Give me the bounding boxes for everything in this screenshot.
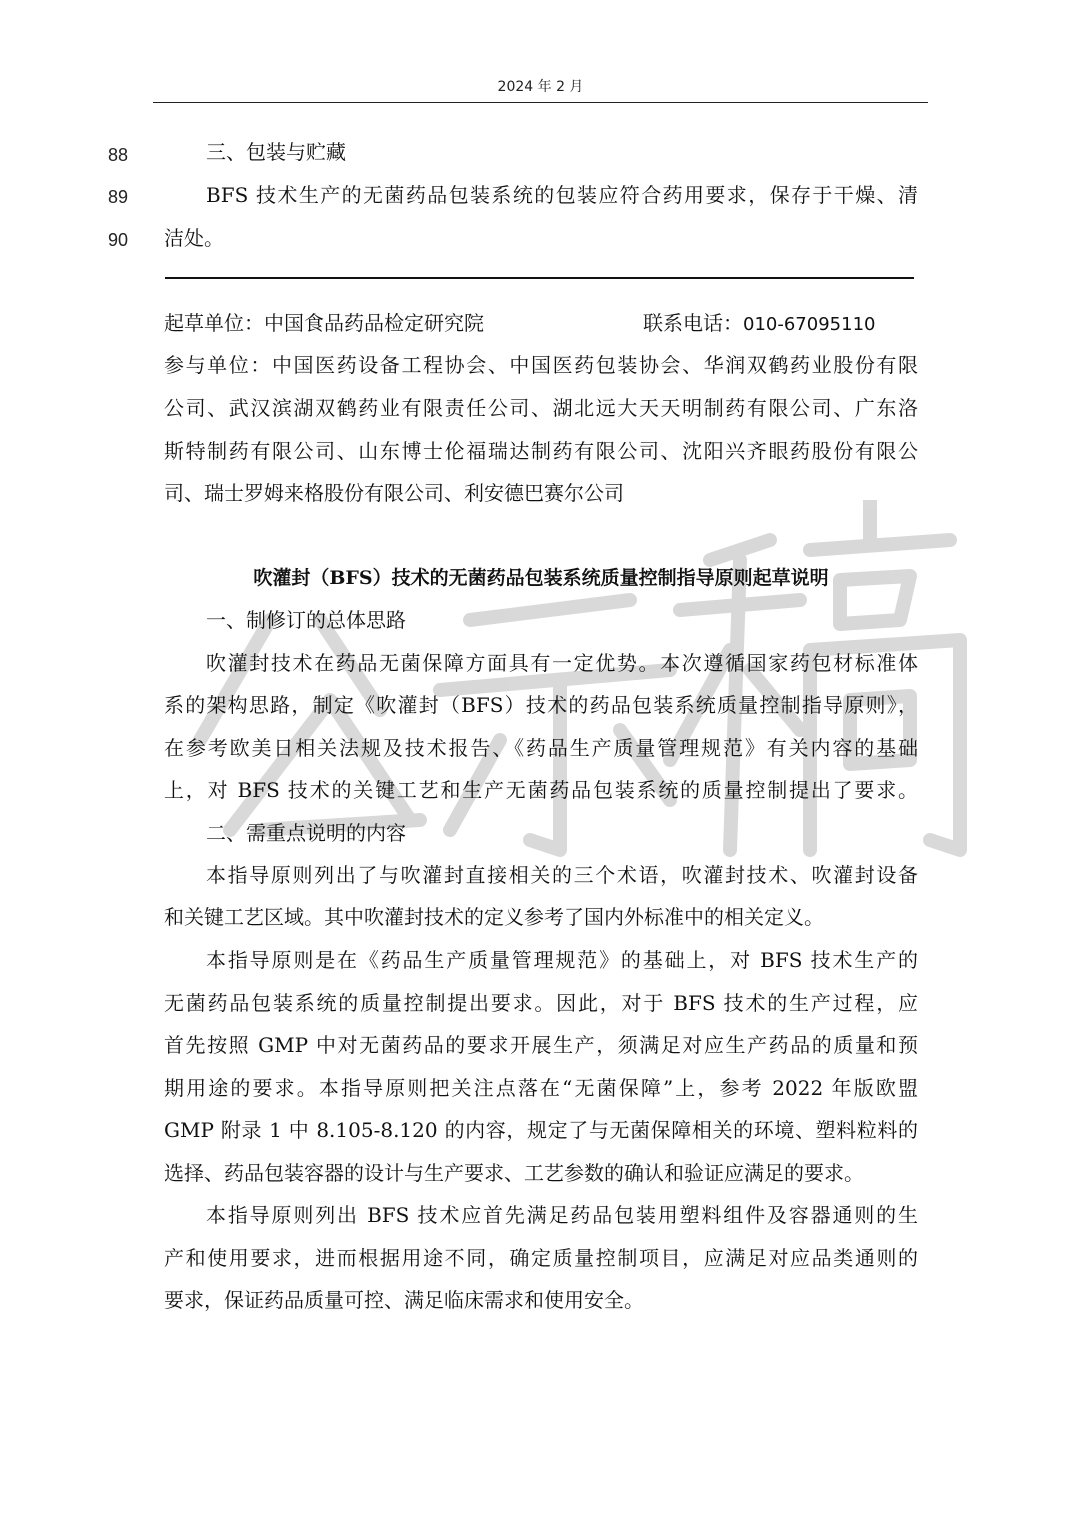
participants-line: 斯特制药有限公司、山东博士伦福瑞达制药有限公司、沈阳兴齐眼药股份有限公	[164, 439, 918, 463]
body-line: 要求，保证药品质量可控、满足临床需求和使用安全。	[164, 1288, 644, 1312]
body-line: BFS 技术生产的无菌药品包装系统的包装应符合药用要求，保存于干燥、清	[206, 183, 918, 207]
page-header: 2024 年 2 月	[153, 74, 928, 103]
body-line: GMP 附录 1 中 8.105-8.120 的内容，规定了与无菌保障相关的环境、塑料粒料的	[164, 1118, 918, 1142]
body-line: 本指导原则是在《药品生产质量管理规范》的基础上，对 BFS 技术生产的	[206, 948, 918, 972]
participants-line: 公司、武汉滨湖双鹤药业有限责任公司、湖北远大天天明制药有限公司、广东洛	[164, 396, 918, 420]
divider-rule	[165, 277, 914, 279]
body-line: 期用途的要求。本指导原则把关注点落在“无菌保障”上，参考 2022 年版欧盟	[164, 1076, 918, 1100]
body-line: 系的架构思路，制定《吹灌封（BFS）技术的药品包装系统质量控制指导原则》，	[164, 693, 918, 717]
section-heading: 二、需重点说明的内容	[206, 821, 406, 845]
section-heading: 三、包装与贮藏	[206, 140, 346, 164]
body-line: 选择、药品包装容器的设计与生产要求、工艺参数的确认和验证应满足的要求。	[164, 1161, 864, 1185]
body-line: 产和使用要求，进而根据用途不同，确定质量控制项目，应满足对应品类通则的	[164, 1246, 918, 1270]
body-line: 和关键工艺区域。其中吹灌封技术的定义参考了国内外标准中的相关定义。	[164, 905, 824, 929]
body-line: 本指导原则列出了与吹灌封直接相关的三个术语，吹灌封技术、吹灌封设备	[206, 863, 918, 887]
participants-line: 参与单位：中国医药设备工程协会、中国医药包装协会、华润双鹤药业股份有限	[164, 353, 918, 377]
line-number: 90	[108, 230, 129, 250]
body-line: 本指导原则列出 BFS 技术应首先满足药品包装用塑料组件及容器通则的生	[206, 1203, 918, 1227]
phone-label: 联系电话：	[643, 311, 743, 335]
body-line: 首先按照 GMP 中对无菌药品的要求开展生产，须满足对应生产药品的质量和预	[164, 1033, 918, 1057]
body-line: 吹灌封技术在药品无菌保障方面具有一定优势。本次遵循国家药包材标准体	[206, 651, 918, 675]
body-line: 洁处。	[164, 226, 224, 250]
participants-line: 司、瑞士罗姆来格股份有限公司、利安德巴赛尔公司	[164, 481, 624, 505]
body-line: 在参考欧美日相关法规及技术报告、《药品生产质量管理规范》有关内容的基础	[164, 736, 918, 760]
section-heading: 一、制修订的总体思路	[206, 608, 406, 632]
line-number: 89	[108, 187, 129, 207]
watermark-stamp	[110, 500, 970, 860]
body-line: 无菌药品包装系统的质量控制提出要求。因此，对于 BFS 技术的生产过程，应	[164, 991, 918, 1015]
contact-phone	[643, 308, 875, 340]
document-title: 吹灌封（BFS）技术的无菌药品包装系统质量控制指导原则起草说明	[253, 567, 829, 589]
drafting-unit: 起草单位：中国食品药品检定研究院	[164, 311, 484, 335]
body-line: 上，对 BFS 技术的关键工艺和生产无菌药品包装系统的质量控制提出了要求。	[164, 778, 918, 802]
line-number: 88	[108, 145, 129, 165]
phone-number: 010-67095110	[743, 314, 876, 335]
